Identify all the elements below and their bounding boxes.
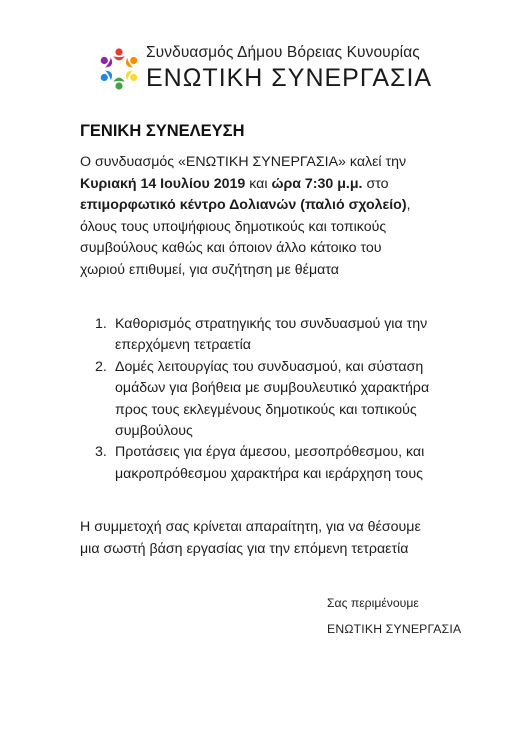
agenda-text (115, 357, 429, 443)
logo-figure-body (113, 78, 124, 82)
meeting-venue: επιμορφωτικό κέντρο Δολιανών (παλιό σχολείο) (80, 197, 407, 214)
document-title: ΓΕΝΙΚΗ ΣΥΝΕΛΕΥΣΗ (80, 122, 245, 140)
closing-paragraph (80, 517, 480, 560)
intro-punctuation: , (406, 197, 411, 214)
signature-name: ΕΝΩΤΙΚΗ ΣΥΝΕΡΓΑΣΙΑ (327, 622, 462, 636)
meeting-time: ώρα 7:30 μ.μ. (271, 175, 363, 192)
logo-figure-head (115, 82, 122, 89)
logo-figure-head (101, 57, 108, 64)
logo-figure-head (130, 74, 137, 81)
intro-line: συμβούλους καθώς και όποιον άλλο κάτοικο του (80, 240, 382, 257)
agenda-line: Προτάσεις για έργα άμεσου, μεσοπρόθεσμου, και (115, 444, 425, 461)
agenda-number: 2. (95, 358, 107, 375)
agenda-text (115, 314, 427, 357)
logo-figure-head (130, 57, 137, 64)
intro-connector: στο (362, 175, 389, 192)
agenda-line: Καθορισμός στρατηγικής του συνδυασμού για την (115, 316, 428, 332)
intro-line: Ο συνδυασμός «ΕΝΩΤΙΚΗ ΣΥΝΕΡΓΑΣΙΑ» καλεί την (80, 154, 407, 170)
agenda-number: 3. (95, 444, 107, 461)
intro-line: χωριού επιθυμεί, για συζήτηση με θέματα (80, 261, 339, 278)
agenda-line: επερχόμενη τετραετία (115, 337, 251, 354)
logo-figure-head (101, 74, 108, 81)
agenda-line: Δομές λειτουργίας του συνδυασμού, και σύσταση (115, 358, 424, 375)
closing-line: Η συμμετοχή σας κρίνεται απαραίτητη, για να θέσουμε (80, 519, 421, 535)
agenda-number: 1. (95, 316, 107, 332)
people-circle-logo-icon (96, 46, 142, 92)
intro-line (80, 195, 440, 217)
logo-figure-body (113, 56, 124, 60)
signature-greeting: Σας περιμένουμε (327, 596, 419, 610)
agenda-item (95, 442, 465, 485)
meeting-date: Κυριακή 14 Ιουλίου 2019 (80, 175, 246, 192)
intro-line (80, 174, 440, 196)
agenda-item (95, 357, 465, 443)
agenda-line: συμβούλους (115, 423, 193, 440)
agenda-list (95, 314, 465, 485)
intro-paragraph (80, 152, 440, 282)
agenda-line: προς τους εκλεγμένους δημοτικούς και τοπικούς (115, 401, 417, 418)
logo-figure-head (115, 48, 122, 55)
agenda-text (115, 442, 424, 485)
agenda-item (95, 314, 465, 357)
agenda-line: ομάδων για βοήθεια με συμβουλευτικό χαρακτήρα (115, 380, 430, 397)
intro-line: όλους τους υποψήφιους δημοτικούς και τοπικούς (80, 218, 387, 235)
organization-subtitle: Συνδυασμός Δήμου Βόρειας Κυνουρίας (146, 44, 420, 61)
intro-connector: και (245, 175, 272, 192)
organization-name: ΕΝΩΤΙΚΗ ΣΥΝΕΡΓΑΣΙΑ (146, 64, 433, 92)
closing-line: μια σωστή βάση εργασίας για την επόμενη τετραετία (80, 540, 409, 557)
agenda-line: μακροπρόθεσμου χαρακτήρα και ιεράρχηση τους (115, 465, 423, 482)
